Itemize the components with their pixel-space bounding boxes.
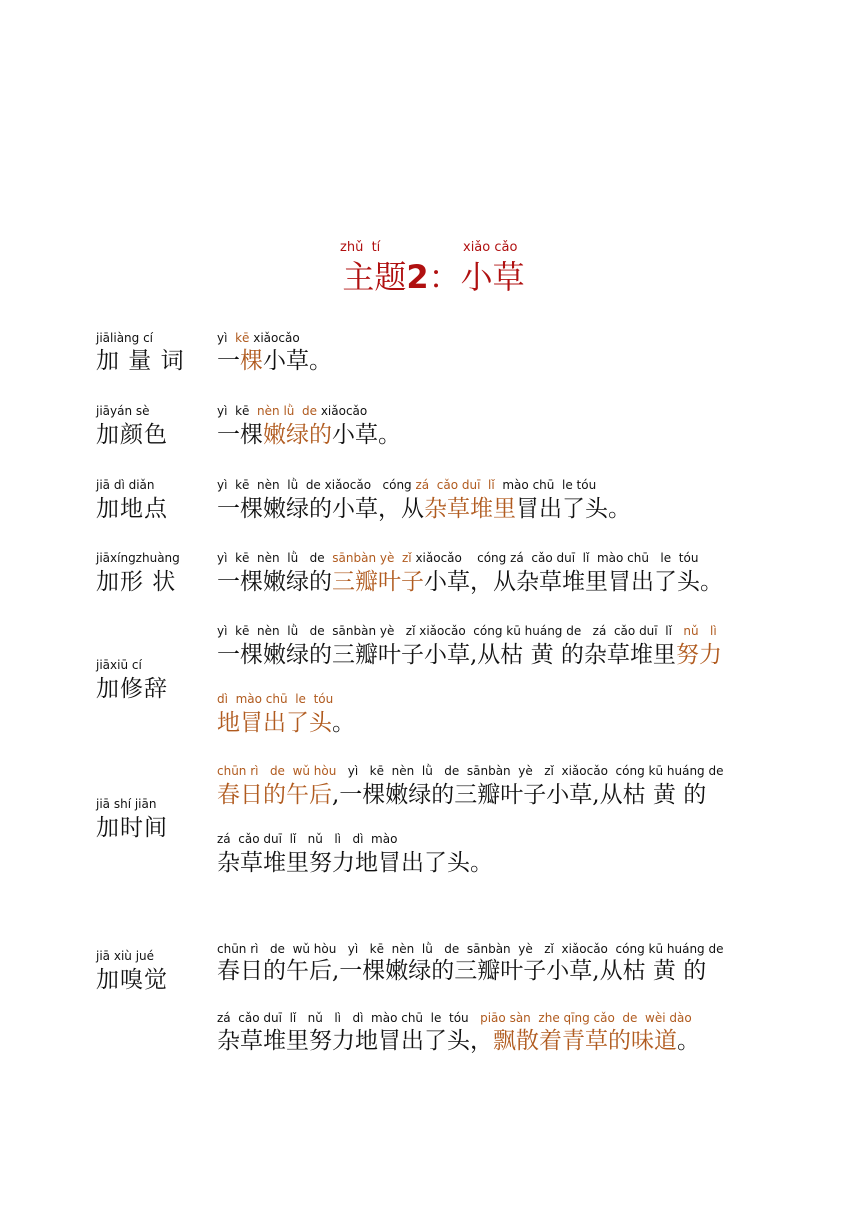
text-segment: 一棵嫩绿的小草，从 bbox=[217, 496, 424, 522]
text-segment: 杂草堆里努力地冒出了头。 bbox=[217, 850, 493, 876]
sentence-pinyin-line bbox=[217, 478, 596, 492]
pinyin-segment: yì kē bbox=[217, 404, 258, 418]
pinyin-segment: nèn lǜ de bbox=[257, 404, 318, 418]
text-segment: ,一棵嫩绿的三瓣叶子小草,从枯 黄 的 bbox=[332, 782, 707, 808]
pinyin-segment: mào chū le tóu bbox=[494, 478, 597, 492]
page-title-text-1: 主题 bbox=[342, 258, 407, 296]
row-label: 加嗅觉 bbox=[96, 967, 168, 993]
row-label: 加颜色 bbox=[96, 422, 168, 448]
pinyin-segment: chūn rì de wǔ hòu bbox=[217, 764, 337, 778]
text-segment: 杂草堆里 bbox=[424, 496, 516, 522]
row-label: 加时间 bbox=[96, 815, 168, 841]
sentence-text-line bbox=[217, 848, 493, 878]
sentence-pinyin-line bbox=[217, 942, 723, 956]
page-title-pinyin-1: zhǔ tí bbox=[340, 240, 381, 255]
text-segment: 飘散着青草的味道 bbox=[493, 1028, 677, 1054]
row-label-pinyin: jiāxiū cí bbox=[96, 658, 142, 672]
row-label-pinyin: jiāxíngzhuàng bbox=[96, 551, 180, 565]
page-title-number: 2 bbox=[406, 258, 429, 296]
sentence-text-line bbox=[217, 640, 722, 670]
sentence-pinyin-line bbox=[217, 764, 723, 778]
text-segment: 努力 bbox=[675, 642, 722, 668]
text-segment: 一棵嫩绿的三瓣叶子小草,从枯 黄 的杂草堆里 bbox=[217, 642, 676, 668]
pinyin-segment: xiǎocǎo bbox=[317, 404, 368, 418]
sentence-text-line bbox=[217, 420, 401, 450]
text-segment: 。 bbox=[677, 1028, 700, 1054]
pinyin-segment: kē bbox=[235, 331, 250, 345]
text-segment: 棵 bbox=[240, 348, 263, 374]
row-label-pinyin: jiā dì diǎn bbox=[96, 478, 155, 492]
text-segment: 。 bbox=[332, 710, 355, 736]
row-label-pinyin: jiāyán sè bbox=[96, 404, 150, 418]
row-label: 加 量 词 bbox=[96, 348, 185, 374]
page-title-text-2: ：小草 bbox=[428, 258, 525, 296]
pinyin-segment: xiǎocǎo cóng zá cǎo duī lǐ mào chū le tóu bbox=[411, 551, 699, 565]
sentence-text-line bbox=[217, 567, 723, 597]
text-segment: 小草，从杂草堆里冒出了头。 bbox=[424, 569, 723, 595]
sentence-pinyin-line bbox=[217, 404, 367, 418]
text-segment: 三瓣叶子 bbox=[332, 569, 424, 595]
sentence-pinyin-line bbox=[217, 331, 300, 345]
page-title bbox=[0, 256, 867, 298]
text-segment: 一 bbox=[217, 348, 240, 374]
row-label-pinyin: jiāliàng cí bbox=[96, 331, 154, 345]
sentence-text-line bbox=[217, 1026, 700, 1056]
pinyin-segment: piāo sàn zhe qīng cǎo de wèi dào bbox=[480, 1011, 692, 1025]
row-label: 加地点 bbox=[96, 496, 168, 522]
text-segment: 春日的午后,一棵嫩绿的三瓣叶子小草,从枯 黄 的 bbox=[217, 958, 707, 984]
sentence-pinyin-line bbox=[217, 551, 698, 565]
text-segment: 小草。 bbox=[263, 348, 332, 374]
pinyin-segment: yì bbox=[217, 331, 236, 345]
pinyin-segment: zá cǎo duī lǐ nǔ lì dì mào chū le tóu bbox=[217, 1011, 481, 1025]
sentence-text-line bbox=[217, 494, 631, 524]
row-label-pinyin: jiā shí jiān bbox=[96, 797, 157, 811]
pinyin-segment: xiǎocǎo bbox=[249, 331, 300, 345]
pinyin-segment: zá cǎo duī lǐ nǔ lì dì mào bbox=[217, 832, 398, 846]
text-segment: 春日的午后 bbox=[217, 782, 332, 808]
text-segment: 嫩绿的 bbox=[263, 422, 332, 448]
text-segment: 杂草堆里努力地冒出了头， bbox=[217, 1028, 493, 1054]
text-segment: 冒出了头。 bbox=[516, 496, 631, 522]
sentence-pinyin-line bbox=[217, 624, 717, 638]
pinyin-segment: yì kē nèn lǜ de sānbàn yè zǐ xiǎocǎo cóng kū huáng de bbox=[336, 764, 724, 778]
pinyin-segment: dì mào chū le tóu bbox=[217, 692, 334, 706]
text-segment: 一棵嫩绿的 bbox=[217, 569, 332, 595]
text-segment: 一棵 bbox=[217, 422, 263, 448]
sentence-text-line bbox=[217, 708, 355, 738]
pinyin-segment: sānbàn yè zǐ bbox=[332, 551, 412, 565]
sentence-pinyin-line bbox=[217, 692, 333, 706]
sentence-text-line bbox=[217, 346, 332, 376]
pinyin-segment: zá cǎo duī lǐ bbox=[415, 478, 495, 492]
row-label: 加形 状 bbox=[96, 569, 177, 595]
pinyin-segment: chūn rì de wǔ hòu yì kē nèn lǜ de sānbàn yè zǐ xiǎocǎo cóng kū huáng de bbox=[217, 942, 724, 956]
pinyin-segment: yì kē nèn lǜ de bbox=[217, 551, 333, 565]
row-label: 加修辞 bbox=[96, 676, 168, 702]
row-label-pinyin: jiā xiù jué bbox=[96, 949, 155, 963]
sentence-text-line bbox=[217, 780, 706, 810]
sentence-pinyin-line bbox=[217, 832, 397, 846]
text-segment: 小草。 bbox=[332, 422, 401, 448]
pinyin-segment: nǔ lì bbox=[683, 624, 717, 638]
page-title-pinyin-2: xiǎo cǎo bbox=[463, 240, 518, 255]
text-segment: 地冒出了头 bbox=[217, 710, 332, 736]
pinyin-segment: yì kē nèn lǜ de sānbàn yè zǐ xiǎocǎo cóng kū huáng de zá cǎo duī lǐ bbox=[217, 624, 684, 638]
pinyin-segment: yì kē nèn lǜ de xiǎocǎo cóng bbox=[217, 478, 416, 492]
sentence-pinyin-line bbox=[217, 1011, 692, 1025]
sentence-text-line bbox=[217, 956, 706, 986]
